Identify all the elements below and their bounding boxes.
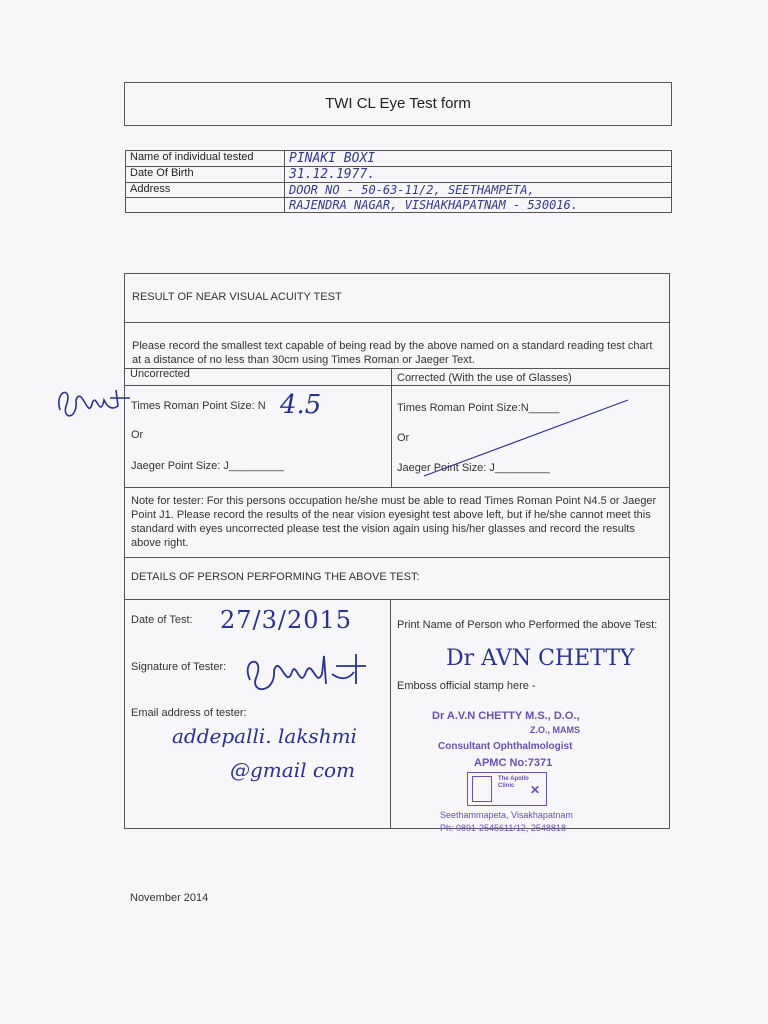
divider [124,368,670,369]
print-name-label: Print Name of Person who Performed the above Test: [397,619,658,631]
stamp-line-1: Dr A.V.N CHETTY M.S., D.O., [432,710,580,722]
uncorrected-or: Or [131,429,144,441]
corrected-or: Or [397,432,410,444]
name-label: Name of individual tested [126,151,285,167]
divider [124,322,670,323]
uncorrected-tr-value: 4.5 [280,390,322,420]
instructions-text: Please record the smallest text capable of being read by the above named on a standard reading test chart at a distance of no less than 30cm using Times Roman or Jaeger Text. [132,340,653,366]
footer-date: November 2014 [130,892,209,904]
address-value-line1: DOOR NO - 50-63-11/2, SEETHAMPETA, [285,183,672,198]
divider [124,599,670,600]
signature-label: Signature of Tester: [131,661,227,673]
divider [124,385,670,386]
tester-note: Note for tester: For this persons occupation he/she must be able to read Times Roman Point N4.5 or Jaeger Point J1. Please record the results of the near vision eyesight test above left, but if he/she cannot meet this standard with eyes uncorrected please test the vision again using his/her glasses and record the results above right. [131,495,657,549]
column-divider [391,368,392,487]
uncorrected-jaeger-label: Jaeger Point Size: J_________ [131,460,284,472]
strike-through-line [420,396,630,480]
uncorrected-tr-label: Times Roman Point Size: N [131,400,266,412]
title-box [124,82,672,126]
divider [124,487,670,488]
dob-label: Date Of Birth [126,167,285,183]
uncorrected-header: Uncorrected [130,368,190,380]
personal-info-table [125,150,672,213]
section-title: RESULT OF NEAR VISUAL ACUITY TEST [132,291,342,303]
dob-value: 31.12.1977. [285,167,672,183]
margin-initials-signature [52,380,142,430]
emboss-label: Emboss official stamp here - [397,680,536,692]
divider [124,557,670,558]
name-value: PINAKI BOXI [285,151,672,167]
address-label: Address [126,183,285,198]
email-label: Email address of tester: [131,707,247,719]
table-row [126,198,672,213]
form-title: TWI CL Eye Test form [325,95,471,112]
table-row [126,183,672,198]
column-divider [390,599,391,829]
email-value-line2: @gmail com [230,758,356,782]
address-label-empty [126,198,285,213]
stamp-logo-text: The Apollo Clinic [498,776,529,789]
stamp-line-3: Consultant Ophthalmologist [438,741,573,752]
table-row [126,151,672,167]
stamp-line-5: Seethammapeta, Visakhapatnam [440,810,573,820]
corrected-header: Corrected (With the use of Glasses) [397,372,572,384]
email-value-line1: addepalli. lakshmi [172,724,357,748]
corrected-jaeger-label: Jaeger Point Size: J_________ [397,462,550,474]
stamp-line-6: Ph: 0891-2545611/12, 2548818 [440,823,566,833]
print-name-value: Dr AVN CHETTY [446,646,635,671]
date-label: Date of Test: [131,614,193,626]
details-title: DETAILS OF PERSON PERFORMING THE ABOVE TEST: [131,571,420,583]
stamp-logo-cross-icon: ✕ [530,783,541,797]
address-value-line2: RAJENDRA NAGAR, VISHAKHAPATNAM - 530016. [285,198,672,213]
stamp-logo-square [472,776,492,802]
tester-signature [236,650,376,698]
corrected-tr-label: Times Roman Point Size:N_____ [397,402,560,414]
stamp-line-2: Z.O., MAMS [530,725,580,735]
table-row [126,167,672,183]
stamp-logo-box [467,772,547,806]
date-value: 27/3/2015 [220,606,353,634]
stamp-line-4: APMC No:7371 [474,757,553,769]
